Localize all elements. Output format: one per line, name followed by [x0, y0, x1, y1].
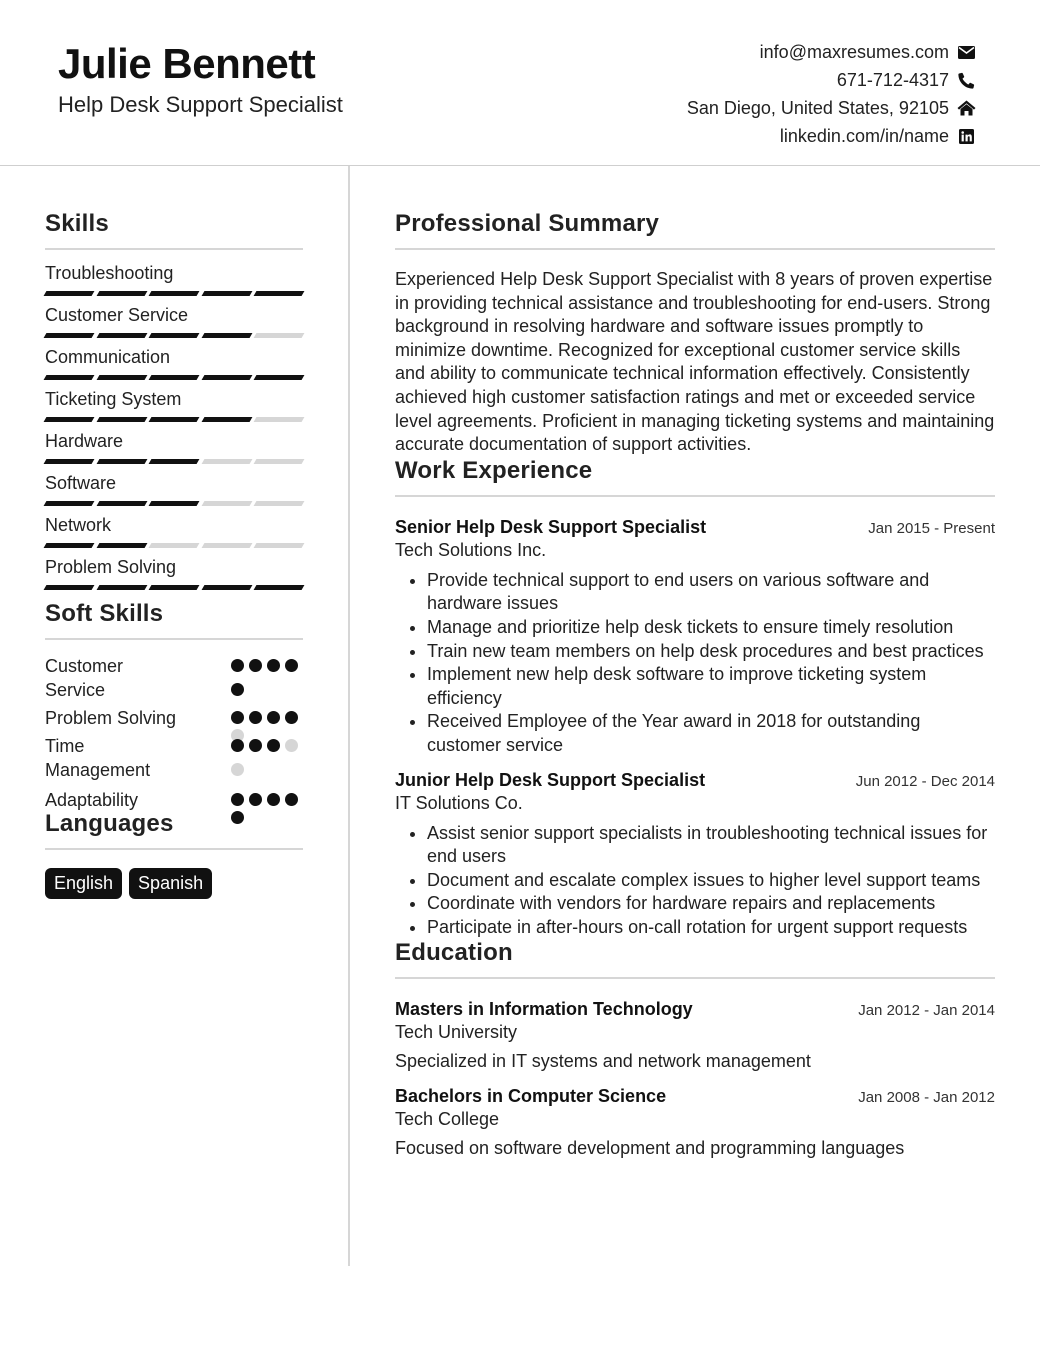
skill-bar-filled	[44, 543, 94, 548]
language-tag: English	[45, 868, 122, 899]
job-bullet: • Participate in after-hours on-call rotation for urgent support requests	[427, 916, 995, 940]
soft-skills-rule	[45, 638, 303, 640]
soft-skill-level-dots	[231, 734, 303, 782]
skill-bar-filled	[201, 417, 251, 422]
job-date: Jun 2012 - Dec 2014	[855, 772, 995, 790]
soft-skill-level-dots	[231, 654, 303, 702]
sidebar	[45, 210, 303, 899]
skill-bar-filled	[96, 501, 146, 506]
languages-rule	[45, 848, 303, 850]
job-bullet: • Train new team members on help desk procedures and best practices	[427, 640, 995, 664]
skill-item	[45, 556, 303, 590]
skill-bar-filled	[96, 585, 146, 590]
skill-dot-filled	[231, 683, 244, 696]
soft-skill-item	[45, 654, 303, 702]
job-entry	[395, 770, 995, 940]
skill-item	[45, 430, 303, 464]
resume-header	[0, 0, 1040, 166]
skill-bar-filled	[96, 543, 146, 548]
experience-heading: Work Experience	[395, 456, 593, 484]
skill-item	[45, 472, 303, 506]
skill-bar-filled	[149, 585, 199, 590]
skill-bar-filled	[201, 291, 251, 296]
skill-dot-filled	[267, 711, 280, 724]
skill-dot-empty	[285, 739, 298, 752]
column-divider	[348, 166, 350, 1266]
experience-rule	[395, 495, 995, 497]
skill-bar-filled	[149, 291, 199, 296]
skill-bar-filled	[201, 585, 251, 590]
skill-bar-filled	[96, 375, 146, 380]
skills-rule	[45, 248, 303, 250]
skill-bar-filled	[201, 333, 251, 338]
contact-linkedin-text: linkedin.com/in/name	[779, 125, 949, 146]
skill-bar-empty	[254, 417, 304, 422]
job-title: Junior Help Desk Support Specialist	[395, 769, 706, 790]
skill-bar-filled	[96, 333, 146, 338]
skill-label: Software	[45, 473, 117, 493]
job-bullet: • Implement new help desk software to improve ticketing system efficiency	[427, 663, 995, 710]
contact-email-text: info@maxresumes.com	[759, 41, 949, 62]
skill-dot-filled	[267, 793, 280, 806]
soft-skill-label: Adaptability	[45, 790, 139, 810]
soft-skill-label: Problem Solving	[45, 708, 177, 728]
skill-bar-filled	[201, 375, 251, 380]
skill-dot-filled	[267, 739, 280, 752]
skill-dot-empty	[231, 763, 244, 776]
job-bullet: • Manage and prioritize help desk tickets to ensure timely resolution	[427, 616, 995, 640]
skill-dot-filled	[285, 711, 298, 724]
job-bullet: • Coordinate with vendors for hardware repairs and replacements	[427, 892, 995, 916]
job-bullet: • Document and escalate complex issues to higher level support teams	[427, 869, 995, 893]
candidate-name: Julie Bennett	[58, 40, 316, 87]
education-entry	[395, 999, 995, 1072]
skill-bar-filled	[149, 417, 199, 422]
phone-icon	[956, 71, 976, 89]
summary-text: Experienced Help Desk Support Specialist with 8 years of proven expertise in providing technical assistance and troubleshooting for end-users. Strong background in resolving hardware and software issues promptly to minimize downtime. Recognized for exceptional customer service skills and ability to communicate technical information effectively. Consistently achieved high customer satisfaction ratings and met or exceeded service level agreements. Proficient in managing ticketing systems and maintaining accurate documentation of support activities.	[395, 269, 995, 455]
skill-bar-filled	[44, 375, 94, 380]
skill-bar-filled	[149, 333, 199, 338]
home-icon	[956, 99, 976, 117]
soft-skills-heading: Soft Skills	[45, 600, 164, 627]
skill-bar-empty	[149, 543, 199, 548]
skill-bar-filled	[44, 417, 94, 422]
envelope-icon	[956, 43, 976, 61]
skill-item	[45, 388, 303, 422]
education-entry	[395, 1086, 995, 1159]
job-company: Tech Solutions Inc.	[395, 539, 547, 560]
skill-label: Troubleshooting	[45, 263, 174, 283]
soft-skills-list	[45, 654, 303, 824]
soft-skill-label: Customer Service	[45, 656, 124, 700]
skill-item	[45, 514, 303, 548]
job-entry	[395, 517, 995, 758]
education-school: Tech University	[395, 1022, 518, 1043]
skill-bar-filled	[44, 585, 94, 590]
contact-location	[687, 94, 976, 122]
skill-bar-filled	[96, 417, 146, 422]
skill-bar-empty	[201, 501, 251, 506]
skill-level-bars	[45, 585, 303, 590]
summary-heading: Professional Summary	[395, 210, 660, 237]
skills-heading: Skills	[45, 210, 109, 237]
skill-level-bars	[45, 291, 303, 296]
job-bullets	[395, 822, 995, 940]
soft-skill-label: Time Management	[45, 736, 151, 780]
skill-dot-filled	[285, 659, 298, 672]
skill-bar-filled	[44, 501, 94, 506]
job-bullet: • Assist senior support specialists in troubleshooting technical issues for end users	[427, 822, 995, 869]
skills-list	[45, 262, 303, 590]
main-content	[395, 210, 995, 1159]
skill-label: Ticketing System	[45, 389, 182, 409]
skill-dot-filled	[231, 793, 244, 806]
job-bullets	[395, 569, 995, 758]
skill-level-bars	[45, 543, 303, 548]
education-school: Tech College	[395, 1109, 500, 1130]
job-bullet: • Received Employee of the Year award in 2018 for outstanding customer service	[427, 710, 995, 757]
skill-label: Network	[45, 515, 112, 535]
skill-label: Customer Service	[45, 305, 189, 325]
skill-dot-filled	[231, 711, 244, 724]
skill-dot-filled	[231, 659, 244, 672]
skill-item	[45, 262, 303, 296]
skill-dot-filled	[249, 739, 262, 752]
skill-dot-filled	[249, 659, 262, 672]
languages-heading: Languages	[45, 810, 174, 837]
skill-dot-filled	[231, 811, 244, 824]
skill-bar-filled	[254, 375, 304, 380]
skill-item	[45, 304, 303, 338]
skill-label: Communication	[45, 347, 171, 367]
skill-bar-filled	[254, 585, 304, 590]
job-bullet: • Provide technical support to end users on various software and hardware issues	[427, 569, 995, 616]
skill-bar-filled	[149, 459, 199, 464]
skill-level-bars	[45, 375, 303, 380]
skill-bar-empty	[254, 501, 304, 506]
soft-skill-level-dots	[231, 788, 303, 824]
languages-list	[45, 868, 303, 899]
education-description: Focused on software development and programming languages	[395, 1138, 905, 1159]
job-company: IT Solutions Co.	[395, 792, 523, 813]
skill-bar-empty	[201, 543, 251, 548]
education-description: Specialized in IT systems and network management	[395, 1051, 811, 1072]
candidate-title: Help Desk Support Specialist	[58, 92, 343, 117]
skill-bar-empty	[254, 333, 304, 338]
skill-bar-filled	[44, 333, 94, 338]
education-date: Jan 2012 - Jan 2014	[858, 1002, 995, 1020]
skill-label: Hardware	[45, 431, 124, 451]
education-rule	[395, 977, 995, 979]
education-degree: Bachelors in Computer Science	[395, 1086, 667, 1107]
contact-info	[687, 38, 976, 150]
skill-bar-filled	[149, 375, 199, 380]
education-degree: Masters in Information Technology	[395, 999, 693, 1020]
skill-dot-filled	[231, 739, 244, 752]
job-title: Senior Help Desk Support Specialist	[395, 516, 707, 537]
skill-dot-filled	[285, 793, 298, 806]
skill-level-bars	[45, 417, 303, 422]
contact-linkedin[interactable]	[687, 122, 976, 150]
skill-label: Problem Solving	[45, 557, 177, 577]
skill-bar-empty	[201, 459, 251, 464]
skill-bar-empty	[254, 459, 304, 464]
skill-level-bars	[45, 333, 303, 338]
skill-bar-filled	[254, 291, 304, 296]
language-tag: Spanish	[129, 868, 212, 899]
education-date: Jan 2008 - Jan 2012	[858, 1089, 995, 1107]
education-heading: Education	[395, 939, 513, 967]
contact-phone-text: 671-712-4317	[836, 69, 949, 90]
skill-bar-filled	[44, 459, 94, 464]
contact-location-text: San Diego, United States, 92105	[686, 97, 949, 118]
summary-rule	[395, 248, 995, 250]
linkedin-icon	[956, 127, 976, 145]
skill-bar-filled	[149, 501, 199, 506]
skill-item	[45, 346, 303, 380]
skill-level-bars	[45, 459, 303, 464]
skill-bar-filled	[96, 459, 146, 464]
skill-level-bars	[45, 501, 303, 506]
skill-dot-filled	[249, 711, 262, 724]
contact-phone[interactable]	[687, 66, 976, 94]
skill-dot-filled	[267, 659, 280, 672]
job-date: Jan 2015 - Present	[868, 519, 995, 537]
skill-bar-filled	[96, 291, 146, 296]
contact-email[interactable]	[687, 38, 976, 66]
skill-bar-empty	[254, 543, 304, 548]
skill-bar-filled	[44, 291, 94, 296]
skill-dot-filled	[249, 793, 262, 806]
